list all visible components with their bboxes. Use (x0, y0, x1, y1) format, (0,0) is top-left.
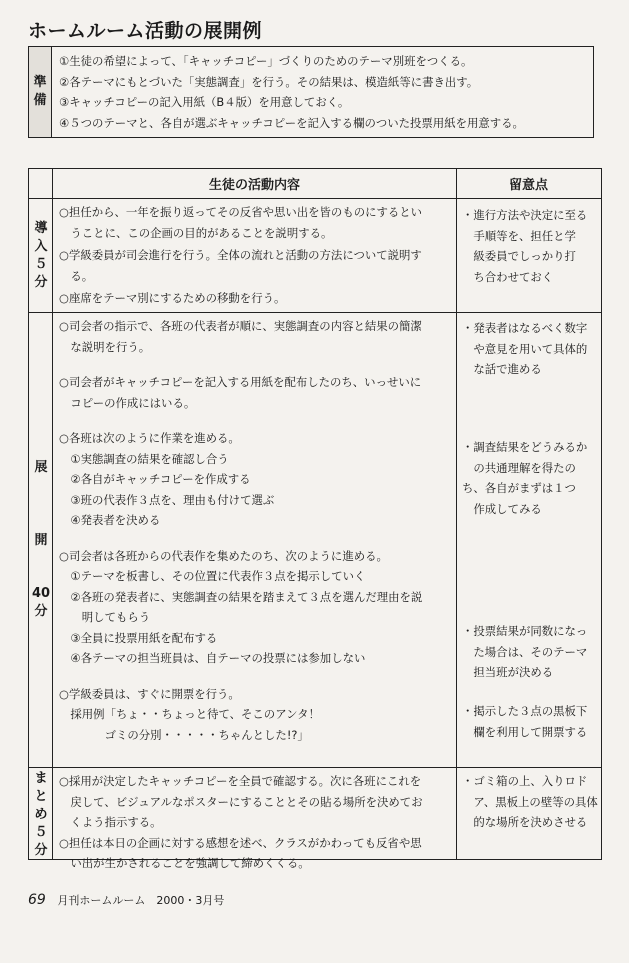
development-activity: ○司会者の指示で、各班の代表者が順に、実態調査の内容と結果の簡潔 な説明を行う。 ○司会者がキャッチコピーを記入する用紙を配布したのち、いっせいに コピーの作成にはいる。 ○各班は次のように作業を進める。 ①実態調査の結果を確認し合う ②各自がキャッチコピーを作成する ③班の代表作３点を、理由も付けて選ぶ ④発表者を決める ○司会者は各班からの代表作を集めたのち、次のように進める。 ①テーマを板書し、その位置に代表作３点を掲示していく ②各班の発表者に、実態調査の結果を踏まえて３点を選んだ理由を説 明してもらう ③全員に投票用紙を配布する ④各テーマの担当班員は、自テーマの投票には参加しない ○学級委員は、すぐに開票を行う。 採用例「ちょ・・ちょっと待て、そこのアンタ！ ゴミの分別・・・・・ちゃんとした!?」 (59, 319, 423, 742)
activity-table (28, 168, 602, 870)
development-notes: ・掲示した３点の黒板下 欄を利用して開票する (462, 704, 588, 739)
notes-header: 留意点 (508, 178, 548, 193)
development-notes: ・発表者はなるべく数字 や意見を用いて具体的 な話で進める (462, 321, 588, 376)
preparation-item: ②各テーマにもとづいた「実態調査」を行う。その結果は、模造紙等に書き出す。 (59, 74, 479, 89)
page-number: 69 (28, 892, 46, 908)
preparation-item: ④５つのテーマと、各自が選ぶキャッチコピーを記入する欄のついた投票用紙を用意する。 (59, 115, 524, 130)
phase-intro: 導 入 ５ 分 (34, 220, 48, 290)
development-notes: ・投票結果が同数になっ た場合は、そのテーマ 担当班が決める (462, 624, 588, 679)
intro-activity: ○担任から、一年を振り返ってその反省や思い出を皆のものにするとい うことに、この企画の目的があることを説明する。 ○学級委員が司会進行を行う。全体の流れと活動の方法について説明す る。 ○座席をテーマ別にするための移動を行う。 (59, 205, 423, 305)
phase-summary: ま と め ５ 分 (34, 770, 48, 858)
preparation-box (28, 46, 594, 138)
preparation-label: 準 備 (29, 47, 52, 137)
summary-notes: ・ゴミ箱の上、入りロド ア、黒板上の壁等の具体 的な場所を決めさせる (462, 774, 598, 829)
intro-notes: ・進行方法や決定に至る 手順等を、担任と学 級委員でしっかり打 ち合わせておく (462, 208, 588, 284)
column-divider (456, 169, 457, 859)
preparation-item: ③キャッチコピーの記入用紙（B４版）を用意しておく。 (59, 95, 350, 109)
preparation-item: ①生徒の希望によって、「キャッチコピー」づくりのためのテーマ別班をつくる。 (59, 54, 473, 68)
phase-development: 展 開 40 分 (31, 460, 51, 619)
activity-header: 生徒の活動内容 (208, 178, 300, 193)
development-notes: ・調査結果をどうみるか の共通理解を得たのち、各自がまずは１つ 作成してみる (462, 440, 588, 516)
row-divider (29, 312, 601, 313)
page-footer (28, 892, 224, 908)
table-header (29, 169, 601, 199)
preparation-list (59, 51, 589, 133)
row-divider (29, 767, 601, 768)
page-title: ホームルーム活動の展開例 (28, 20, 263, 42)
magazine-name: 月刊ホームルーム 2000・3月号 (57, 894, 225, 907)
summary-activity: ○採用が決定したキャッチコピーを全員で確認する。次に各班にこれを 戻して、ビジュアルなポスターにすることとその貼る場所を決めてお くよう指示する。 ○担任は本日の企画に対する感想を述べ、クラスがかわっても反省や思 い出が生かされることを強調して締めくくる。 (59, 774, 423, 870)
